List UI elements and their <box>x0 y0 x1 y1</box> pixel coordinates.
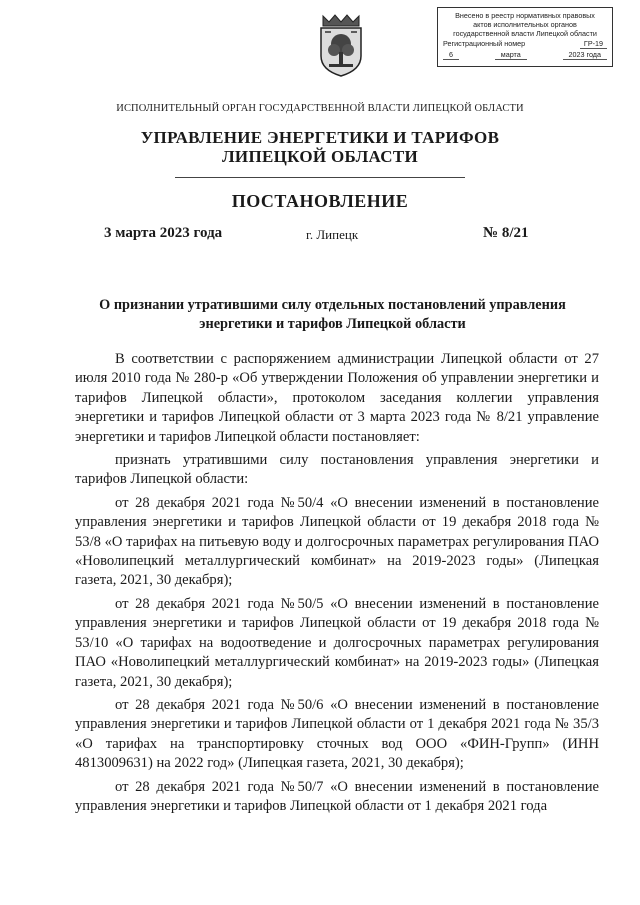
document-date: 3 марта 2023 года <box>104 225 223 241</box>
header-divider <box>175 177 465 178</box>
document-body <box>75 350 599 820</box>
stamp-line-2: актов исполнительных органов <box>473 20 577 29</box>
stamp-year: 2023 года <box>563 50 607 60</box>
body-paragraph: от 28 декабря 2021 года №50/7 «О внесении изменений в постановление управления энергетики и тарифов Липецкой области от 1 декабря 2021 года <box>75 778 599 814</box>
body-paragraph: от 28 декабря 2021 года №50/4 «О внесении изменений в постановление управления энергетики и тарифов Липецкой области от 19 декабря 2018 года № 53/8 «О тарифах на питьевую воду и долгосрочных параметрах регулирования ПАО «Новолипецкий металлургический комбинат» на 2019-2023 годы» (Липецкая газета, 2021, 30 декабря); <box>75 494 599 589</box>
body-paragraph: от 28 декабря 2021 года №50/5 «О внесении изменений в постановление управления энергетики и тарифов Липецкой области от 19 декабря 2018 года № 53/10 «О тарифах на водоотведение и долгосрочных параметрах регулирования ПАО «Новолипецкий металлургический комбинат» на 2019-2023 годы» (Липецкая газета, 2021, 30 декабря); <box>75 595 599 690</box>
department-name-line-1: УПРАВЛЕНИЕ ЭНЕРГЕТИКИ И ТАРИФОВ <box>140 128 500 147</box>
issuing-authority-line: ИСПОЛНИТЕЛЬНЫЙ ОРГАН ГОСУДАРСТВЕННОЙ ВЛАСТИ ЛИПЕЦКОЙ ОБЛАСТИ <box>116 103 524 114</box>
registry-stamp <box>437 7 613 67</box>
stamp-registration-row <box>443 39 607 49</box>
body-paragraph: В соответствии с распоряжением администрации Липецкой области от 27 июля 2010 года № 280-р «Об утверждении Положения об управлении энергетики и тарифов Липецкой области», протоколом заседания коллегии управления энергетики и тарифов Липецкой области от 3 марта 2023 года № 8/21 управление энергетики и тарифов Липецкой области постановляет: <box>75 351 599 445</box>
document-number: № 8/21 <box>483 225 529 241</box>
body-paragraph: от 28 декабря 2021 года №50/6 «О внесении изменений в постановление управления энергетики и тарифов Липецкой области от 1 декабря 2021 года № 35/3 «О тарифах на транспортировку сточных вод ООО «ФИН-Групп» (ИНН 4813009631) на 2022 год» (Липецкая газета, 2021, 30 декабря); <box>75 696 599 772</box>
stamp-reg-label: Регистрационный номер <box>443 39 526 48</box>
department-name <box>0 128 640 166</box>
stamp-day: 6 <box>443 50 459 60</box>
body-paragraph: признать утратившими силу постановления управления энергетики и тарифов Липецкой области: <box>75 452 599 488</box>
document-title: О признании утратившими силу отдельных постановлений управления энергетики и тарифов Липецкой области <box>99 297 566 332</box>
document-type-heading: ПОСТАНОВЛЕНИЕ <box>231 191 409 211</box>
stamp-line-3: государственной власти Липецкой области <box>453 29 597 38</box>
department-name-line-2: ЛИПЕЦКОЙ ОБЛАСТИ <box>221 147 419 166</box>
stamp-month: марта <box>495 50 527 60</box>
stamp-date-row <box>443 50 607 60</box>
stamp-reg-number: ГР-19 <box>580 39 607 49</box>
stamp-line-1: Внесено в реестр нормативных правовых <box>455 11 595 20</box>
coat-of-arms-icon <box>315 12 367 78</box>
document-city: г. Липецк <box>306 227 359 242</box>
